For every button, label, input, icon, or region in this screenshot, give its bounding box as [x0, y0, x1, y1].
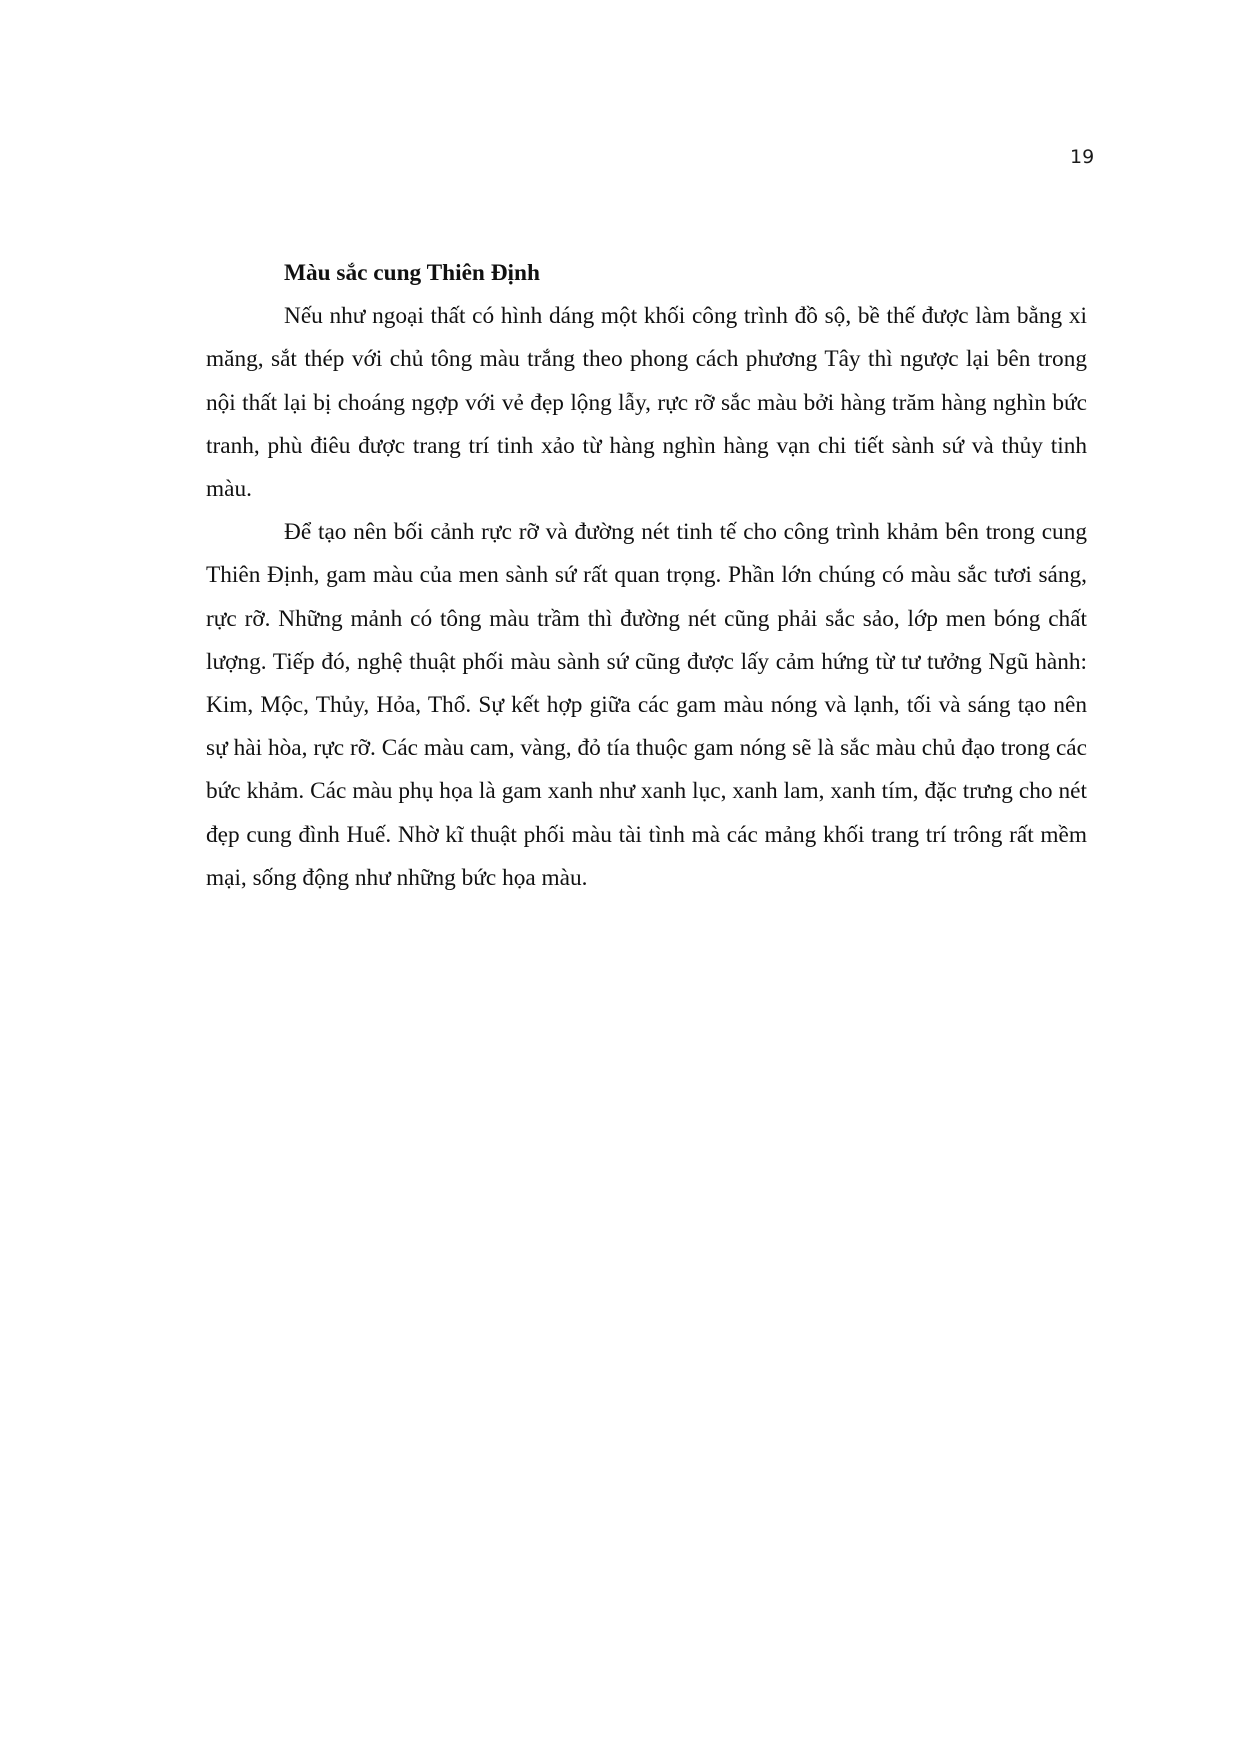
paragraph-color-scheme: Để tạo nên bối cảnh rực rỡ và đường nét tinh tế cho công trình khảm bên trong cung Thiên Định, gam màu của men sành sứ rất quan trọng. Phần lớn chúng có màu sắc tươi sáng, rực rỡ. Những mảnh có tông màu trầm thì đường nét cũng phải sắc sảo, lớp men bóng chất lượng. Tiếp đó, nghệ thuật phối màu sành sứ cũng được lấy cảm hứng từ tư tưởng Ngũ hành: Kim, Mộc, Thủy, Hỏa, Thổ. Sự kết hợp giữa các gam màu nóng và lạnh, tối và sáng tạo nên sự hài hòa, rực rỡ. Các màu cam, vàng, đỏ tía thuộc gam nóng sẽ là sắc màu chủ đạo trong các bức khảm. Các màu phụ họa là gam xanh như xanh lục, xanh lam, xanh tím, đặc trưng cho nét đẹp cung đình Huế. Nhờ kĩ thuật phối màu tài tình mà các mảng khối trang trí trông rất mềm mại, sống động như những bức họa màu.: [206, 519, 1087, 891]
paragraph-exterior-interior: Nếu như ngoại thất có hình dáng một khối công trình đồ sộ, bề thế được làm bằng xi măng, sắt thép với chủ tông màu trắng theo phong cách phương Tây thì ngược lại bên trong nội thất lại bị choáng ngợp với vẻ đẹp lộng lẫy, rực rỡ sắc màu bởi hàng trăm hàng nghìn bức tranh, phù điêu được trang trí tinh xảo từ hàng nghìn hàng vạn chi tiết sành sứ và thủy tinh màu.: [206, 303, 1087, 503]
page-body: [206, 252, 1087, 900]
page-number: 19: [1070, 146, 1095, 168]
section-heading: Màu sắc cung Thiên Định: [284, 260, 540, 286]
